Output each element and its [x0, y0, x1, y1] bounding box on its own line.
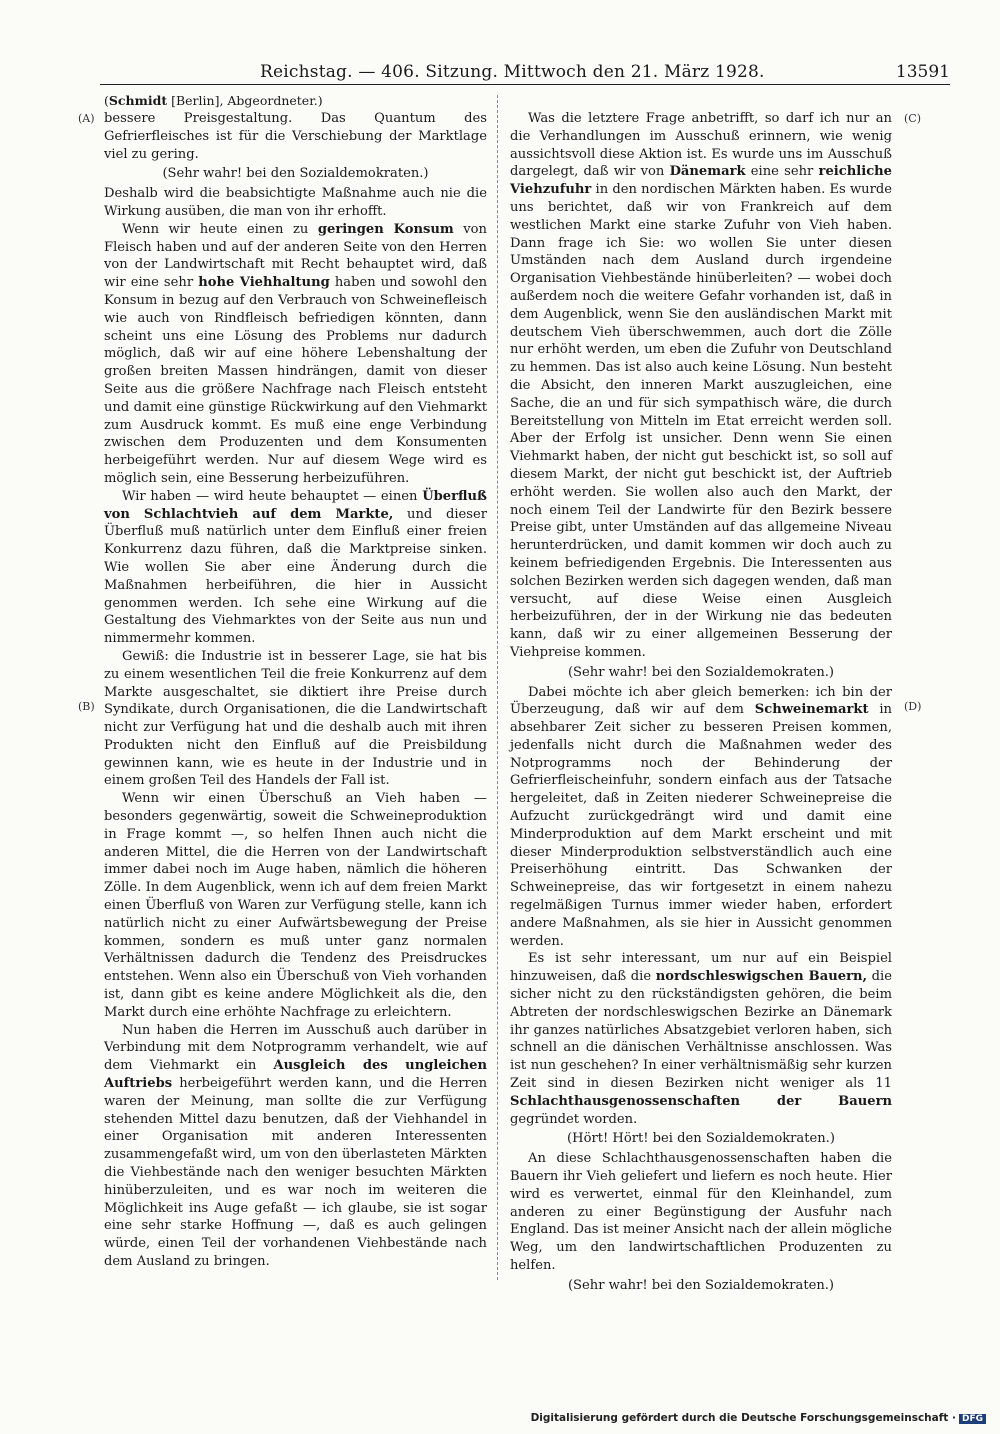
- margin-marker-c: (C): [904, 112, 921, 125]
- interjection: (Hört! Hört! bei den Sozialdemokraten.): [567, 1131, 835, 1147]
- page-header: [100, 62, 950, 85]
- speaker-line: [104, 93, 323, 108]
- paragraph: Deshalb wird die beabsichtigte Maßnahme auch nie die Wirkung ausüben, die man von ihr erhofft.: [104, 186, 487, 219]
- column-divider: [497, 95, 498, 1280]
- paragraph: Es ist sehr interessant, um nur auf ein Beispiel hinzuweisen, daß die nordschleswigschen Bauern, die sicher nicht zu den rückständigsten gehören, die beim Abtreten der nordschleswigschen Bezirke an Dänemark ihr ganzes natürliches Absatzgebiet verloren haben, sich schnell an die dänischen Verhältnisse anschlossen. Was ist nun geschehen? In einer verhältnismäßig sehr kurzen Zeit sind in diesen Bezirken nicht weniger als 11 Schlachthausgenossenschaften der Bauern gegründet worden.: [510, 951, 892, 1127]
- paragraph: Gewiß: die Industrie ist in besserer Lage, sie hat bis zu einem wesentlichen Teil die freie Konkurrenz auf dem Markte ausgeschaltet, sie diktiert ihre Preise durch Syndikate, durch Organisationen, die die Landwirtschaft nicht zur Verfügung hat und die deshalb auch mit ihren Produkten nicht den Einfluß auf die Preisbildung gewinnen kann, wie es heute in der Industrie und in einem großen Teil des Handels der Fall ist.: [104, 648, 487, 789]
- paragraph: An diese Schlachthausgenossenschaften haben die Bauern ihr Vieh geliefert und liefern es noch heute. Hier wird es verwertet, einmal für den Kleinhandel, zum anderen zu einer Begünstigung der Ausfuhr nach England. Das ist meiner Ansicht nach der allein mögliche Weg, um den landwirtschaftlichen Produzenten zu helfen.: [510, 1151, 892, 1273]
- paragraph: Was die letztere Frage anbetrifft, so darf ich nur an die Verhandlungen im Ausschuß erinnern, wie wenig aussichtsvoll diese Aktion ist. Es wurde uns im Ausschuß dargelegt, daß wir von Dänemark eine sehr reichliche Viehzufuhr in den nordischen Märkten haben. Es wurde uns berichtet, daß wir von Frankreich auf dem westlichen Markt eine starke Zufuhr von Vieh haben. Dann frage ich Sie: wo wollen Sie unter diesen Umständen nach dem Ausland durch irgendeine Organisation Viehbestände hinüberleiten? — wobei doch außerdem noch die weitere Gefahr vorhanden ist, daß in dem Augenblick, wenn Sie den ausländischen Markt mit deutschem Vieh überschwemmen, auch dort die Zölle nur erhöht werden, um eben die Zufuhr von Deutschland zu hemmen. Das ist also auch keine Lösung. Nun besteht die Absicht, den inneren Markt auszugleichen, eine Sache, die an und für sich sympathisch wäre, die durch Bereitstellung von Mitteln im Etat erreicht werden soll. Aber der Erfolg ist unsicher. Denn wenn Sie einen Viehmarkt haben, der nicht gut beschickt ist, so soll auf diesem Markt, der nicht gut beschickt ist, der Auftrieb erhöht werden. Sie wollen also auch den Markt, der noch einem Teil der Landwirte für den Bezirk bessere Preise gibt, unter Umständen auf das allgemeine Niveau herunterdrücken, und damit kommen wir doch auch zu keinem befriedigenden Ergebnis. Die Interessenten aus solchen Bezirken werden sich dagegen wenden, daß man versucht, auf diese Weise einen Ausgleich herbeizuführen, der in der Wirkung nie das bedeuten kann, daß wir zu einer allgemeinen Besserung der Viehpreise kommen.: [510, 111, 893, 660]
- interjection: (Sehr wahr! bei den Sozialdemokraten.): [162, 166, 429, 182]
- interjection: (Sehr wahr! bei den Sozialdemokraten.): [567, 664, 835, 680]
- paragraph: Wenn wir heute einen zu geringen Konsum von Fleisch haben und auf der anderen Seite von den Herren von der Landwirtschaft mit Recht behauptet wird, daß wir eine sehr hohe Viehhaltung haben und sowohl den Konsum in bezug auf den Verbrauch von Schweinefleisch wie auch von Rindfleisch befriedigen könnten, dann scheint uns eine Lösung des Problems nur dadurch möglich, daß wir auf eine höhere Lebenshaltung der großen breiten Massen hindrängen, damit von dieser Seite aus die größere Nachfrage nach Fleisch entsteht und damit eine günstige Rückwirkung auf den Viehmarkt zum Ausdruck kommt. Es muß eine enge Verbindung zwischen dem Produzenten und dem Konsumenten herbeigeführt werden. Nur auf diesem Wege wird es möglich sein, eine Besserung herbeizuführen.: [104, 221, 488, 486]
- margin-marker-b: (B): [78, 700, 95, 713]
- page-number: 13591: [895, 62, 950, 82]
- paragraph: bessere Preisgestaltung. Das Quantum des Gefrierfleisches ist für die Verschiebung der Marktlage viel zu gering.: [104, 111, 487, 162]
- margin-marker-a: (A): [78, 112, 95, 125]
- footer-credit: [531, 1412, 986, 1424]
- footer-text: Digitalisierung gefördert durch die Deutsche Forschungsgemeinschaft ·: [530, 1412, 956, 1424]
- left-column: [104, 110, 487, 1271]
- dfg-logo: DFG: [959, 1414, 986, 1424]
- speaker-open-paren: (: [104, 93, 109, 108]
- page-title: Reichstag. — 406. Sitzung. Mittwoch den 21. März 1928.: [260, 62, 765, 82]
- paragraph: Dabei möchte ich aber gleich bemerken: ich bin der Überzeugung, daß wir auf dem Schweinemarkt in absehbarer Zeit sicher zu besseren Preisen kommen, jedenfalls nicht durch die Maßnahmen weder des Notprogramms noch der Behinderung der Gefrierfleischeinfuhr, sondern einfach aus der Tatsache hergeleitet, daß in Zeiten niederer Schweinepreise die Aufzucht zurückgedrängt wird und damit eine Minderproduktion auf dem Markt erscheint und mit dieser Minderproduktion selbstverständlich auch eine Preiserhöhung eintritt. Das Schwanken der Schweinepreise, das wir fortgesetzt in einem nahezu regelmäßigen Turnus immer wieder haben, erfordert andere Maßnahmen, als sie hier in Aussicht genommen werden.: [510, 684, 892, 949]
- interjection: (Sehr wahr! bei den Sozialdemokraten.): [567, 1277, 835, 1293]
- margin-marker-d: (D): [904, 700, 922, 713]
- paragraph: Wir haben — wird heute behauptet — einen Überfluß von Schlachtvieh auf dem Markte, und dieser Überfluß muß natürlich unter dem Einfluß einer freien Konkurrenz dazu führen, daß die Marktpreise sinken. Wie wollen Sie aber eine Änderung durch die Maßnahmen herbeiführen, die hier in Aussicht genommen werden. Ich sehe eine Wirkung auf die Gestaltung des Viehmarktes von der Seite aus nun und nimmermehr kommen.: [104, 488, 488, 647]
- paragraph: Nun haben die Herren im Ausschuß auch darüber in Verbindung mit dem Notprogramm verhandelt, wie auf dem Viehmarkt ein Ausgleich des ungleichen Auftriebs herbeigeführt werden kann, und die Herren waren der Meinung, man sollte die zur Verfügung stehenden Mittel dazu benutzen, daß der Viehhandel in einer Organisation mit anderen Interessenten zusammengefaßt wird, um von den überlasteten Märkten die Viehbestände nach den weniger besuchten Märkten hinüberzuleiten, und es war noch im weiteren die Möglichkeit ins Auge gefaßt — ich glaube, sie ist sogar eine sehr starke Hoffnung —, daß es auch gelingen würde, einen Teil der vorhandenen Viehbestände nach dem Ausland zu bringen.: [104, 1022, 487, 1269]
- right-column: [510, 110, 892, 1297]
- paragraph: Wenn wir einen Überschuß an Vieh haben — besonders gegenwärtig, soweit die Schweineproduktion in Frage kommt —, so helfen Ihnen auch nicht die anderen Mittel, die die Herren von der Landwirtschaft immer dabei noch im Auge haben, nämlich die höheren Zölle. In dem Augenblick, wenn ich auf dem freien Markt einen Überfluß von Waren zur Verfügung stelle, kann ich natürlich nicht zu einer Aufwärtsbewegung der Preise kommen, sondern es muß unter ganz normalen Verhältnissen dadurch die Tendenz des Preisdruckes entstehen. Wenn also ein Überschuß von Vieh vorhanden ist, dann gibt es keine andere Möglichkeit als die, den Markt durch eine erhöhte Nachfrage zu erleichtern.: [104, 791, 487, 1020]
- speaker-affiliation: [Berlin], Abgeordneter.): [171, 93, 323, 108]
- speaker-name: Schmidt: [108, 93, 168, 108]
